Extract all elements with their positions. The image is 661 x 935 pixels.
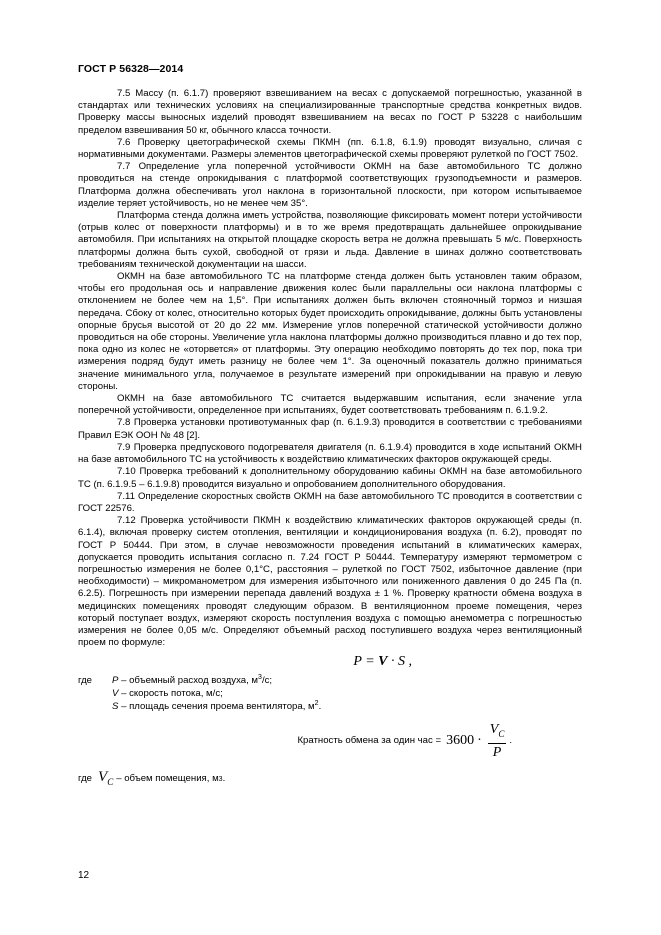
legend-text: – площадь сечения проема вентилятора, м bbox=[118, 700, 315, 712]
paragraph-7-10: 7.10 Проверка требований к дополнительному оборудованию кабины ОКМН на базе автомобильного ТС (п. 6.1.9.5 – 6.1.9.8) проводится визуально и опробованием дополнительного оборудования. bbox=[78, 466, 582, 490]
paragraph-7-6: 7.6 Проверку цветографической схемы ПКМН (пп. 6.1.8, 6.1.9) проводят визуально, сличая с нормативными документами. Размеры элементов цветографической схемы проверяют рулеткой по ГОСТ 7502. bbox=[78, 136, 582, 161]
vc-symbol: $V_C$ bbox=[98, 768, 114, 787]
where-legend bbox=[78, 675, 582, 713]
ratio-label: Кратность обмена за один час = bbox=[297, 734, 442, 746]
formula-dot: · bbox=[391, 654, 395, 670]
legend-row bbox=[78, 688, 582, 701]
page-body bbox=[78, 88, 582, 788]
formula-s: S bbox=[398, 654, 405, 670]
legend-sup: 3 bbox=[258, 674, 262, 682]
document-code: ГОСТ Р 56328—2014 bbox=[78, 63, 184, 75]
legend-tail: . bbox=[318, 700, 322, 712]
ratio-dot: · bbox=[477, 732, 482, 748]
legend-row bbox=[78, 701, 582, 714]
legend-symbol: V bbox=[112, 687, 119, 699]
paragraph-7-11: 7.11 Определение скоростных свойств ОКМН на базе автомобильного ТС проводится в соответствии с ГОСТ 22576. bbox=[78, 490, 582, 514]
vc-end: . bbox=[222, 773, 226, 785]
vc-text: – объем помещения, м bbox=[116, 773, 219, 785]
formula-eq: = bbox=[365, 654, 375, 670]
fraction-numerator: $V_C$ bbox=[488, 721, 507, 744]
legend-text: – скорость потока, м/с; bbox=[118, 687, 223, 699]
paragraph-7-9: 7.9 Проверка предпускового подогревателя двигателя (п. 6.1.9.4) проводится в ходе испытаний ОКМН на базе автомобильного ТС на устойчивость к воздействию климатических факторов окружающей среды. bbox=[78, 441, 582, 466]
fraction-denominator: P bbox=[492, 744, 502, 760]
formula-v: V bbox=[378, 654, 388, 670]
paragraph-7-7: 7.7 Определение угла поперечной устойчивости ОКМН на базе автомобильного ТС должно проводиться на стенде опрокидывания с платформой соответствующих грузоподъемности и размеров. Платформа должна обеспечивать угол наклона в горизонтальной плоскости, при котором испытываемое изделие теряет устойчивость, но не менее чем 35°. bbox=[78, 161, 582, 209]
paragraph-platform: Платформа стенда должна иметь устройства, позволяющие фиксировать момент потери устойчивости (отрыв колес от поверхности платформы) и в то же время предотвращать дальнейшее опрокидывание автомобиля. При испытаниях на открытой площадке скорость ветра не должна превышать 5 м/с. Поверхность платформы должна быть сухой, свободной от грязи и льда. Давление в шинах должно соответствовать требованиям технической документации на шасси. bbox=[78, 210, 582, 270]
legend-tail: /с; bbox=[261, 675, 273, 687]
paragraph-7-5: 7.5 Массу (п. 6.1.7) проверяют взвешиванием на весах с допускаемой погрешностью, указанной в стандартах или технических условиях на специализированные транспортные средства конкретных видов. Проверку массы выносных изделий проводят взвешиванием на весах по ГОСТ Р 53228 с наибольшим пределом взвешивания 50 кг, обычного класса точности. bbox=[78, 88, 582, 136]
paragraph-7-8: 7.8 Проверка установки противотуманных фар (п. 6.1.9.3) проводится в соответствии с требованиями Правил ЕЭК ООН № 48 [2]. bbox=[78, 417, 582, 441]
where-label: где bbox=[78, 675, 93, 687]
paragraph-okmn-result: ОКМН на базе автомобильного ТС считается выдержавшим испытания, если значение угла поперечной устойчивости, определенное при испытаниях, будет соответствовать требованиям п. 6.1.9.2. bbox=[78, 393, 582, 417]
formula-end: , bbox=[408, 654, 412, 670]
ratio-end: . bbox=[509, 734, 512, 746]
page-number: 12 bbox=[78, 870, 90, 881]
paragraph-okmn-install: ОКМН на базе автомобильного ТС на платформе стенда должен быть установлен таким образом, чтобы его продольная ось и направление движения колес были параллельны оси наклона платформы с отклонением не более чем на 1,5°. При испытаниях должен быть включен стояночный тормоз и низшая передача. Сбоку от колес, относительно которых будет происходить опрокидывание, должны быть установлены опорные брусья высотой от 20 до 22 мм. Измерение углов поперечной статической устойчивости должно проводиться на обе стороны. Увеличение угла наклона платформы должно производиться плавно и до тех пор, пока одно из колес не «оторвется» от платформы. Эту операцию необходимо повторять до тех пор, пока три измерения подряд будут иметь разницу не более чем 1°. За оценочный показатель должно приниматься значение минимального угла, получаемое в результате измерений при опрокидывании на правую и левую стороны. bbox=[78, 271, 582, 392]
vc-where-label: где bbox=[78, 773, 93, 785]
legend-text: – объемный расход воздуха, м bbox=[118, 675, 259, 687]
paragraph-7-12: 7.12 Проверка устойчивости ПКМН к воздействию климатических факторов окружающей среды (п. 6.1.4), включая проверку систем отопления, вентиляции и кондиционирования воздуха (п. 6.2), проводят по ГОСТ Р 50444. При этом, в случае невозможности проведения испытаний в климатических камерах, допускается проводить испытания согласно п. 7.24 ГОСТ Р 50444. Температуру измеряют термометром с погрешностью измерения не более 0,1°С, расстояния – рулеткой по ГОСТ 7502, избыточное давление (при необходимости) – микроманометром для измерения избыточного или пониженного давления 0 до 245 Па (п. 6.2.5). Погрешность при измерении перепада давлений воздуха ± 1 %. Проверку кратности обмена воздуха в медицинских помещениях проводят следующим образом. В вентиляционном проеме помещения, через который поступает воздух, измеряют скорость поступления воздуха с помощью анемометра с погрешностью измерения не более 0,05 м/с. Определяют объемный расход поступившего воздуха через вентиляционный проем по формуле: bbox=[78, 515, 582, 649]
legend-symbol: P bbox=[112, 675, 119, 687]
room-volume-definition: где $V_C$ – объем помещения, м 3 . bbox=[78, 768, 226, 787]
legend-sup: 2 bbox=[314, 699, 319, 707]
exchange-ratio-formula bbox=[78, 721, 582, 761]
ratio-number: 3600 bbox=[446, 732, 475, 748]
formula-lhs: P bbox=[353, 654, 362, 670]
flow-formula bbox=[78, 653, 582, 671]
legend-row bbox=[78, 675, 582, 688]
legend-symbol: S bbox=[112, 700, 119, 712]
ratio-fraction bbox=[488, 721, 507, 761]
